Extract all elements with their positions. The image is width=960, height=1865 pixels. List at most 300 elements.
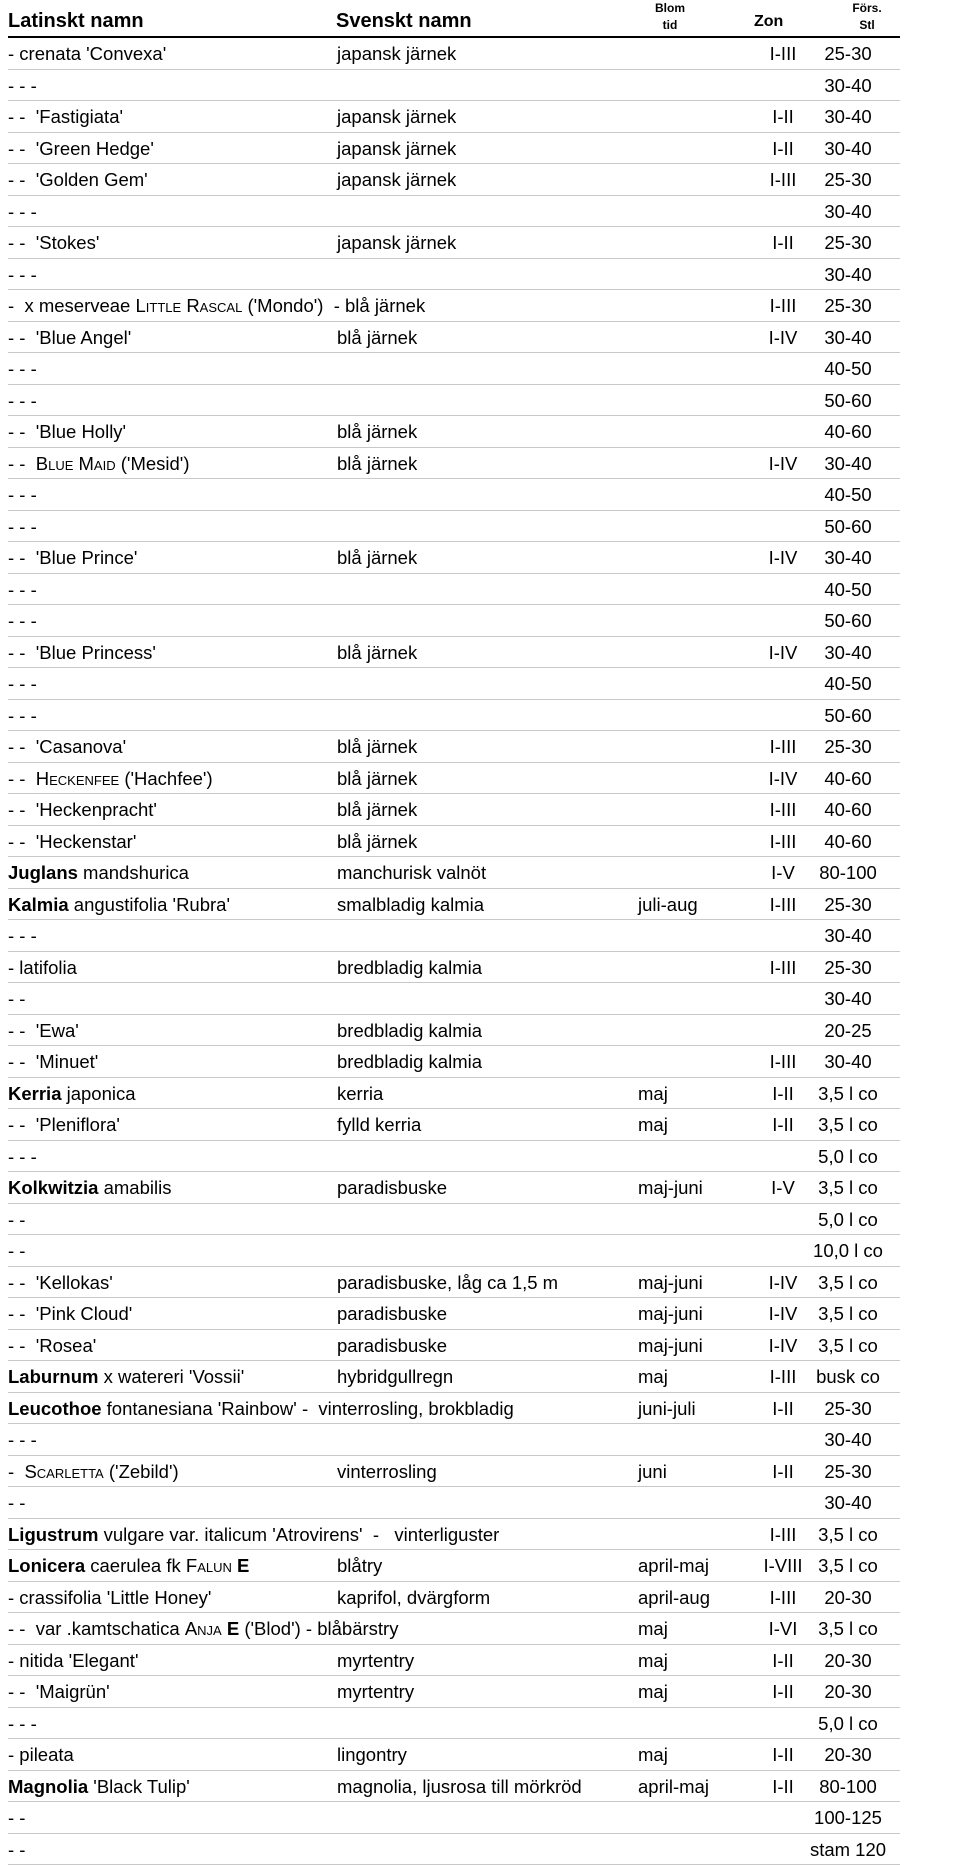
zone-cell: I-VI <box>720 1613 846 1644</box>
table-row <box>8 1802 900 1834</box>
zone-cell: I-III <box>720 794 846 825</box>
bloom-time-header-line2: tid <box>648 17 692 34</box>
table-row <box>8 1613 900 1645</box>
bloom-time-cell: juni-juli <box>638 1393 696 1424</box>
species-name: - - 'Rosea' <box>8 1335 96 1356</box>
latin-name-cell <box>8 542 137 573</box>
latin-name-cell <box>8 1141 37 1172</box>
size-cell: 30-40 <box>796 133 900 164</box>
cultivar-trade-name: Scarletta <box>24 1461 103 1482</box>
species-name: - latifolia <box>8 957 77 978</box>
latin-name-cell <box>8 227 99 258</box>
table-row <box>8 1172 900 1204</box>
latin-name-cell <box>8 700 37 731</box>
swedish-name-cell: manchurisk valnöt <box>337 857 486 888</box>
latin-name-cell <box>8 983 25 1014</box>
table-row <box>8 700 900 732</box>
size-cell: 20-30 <box>796 1582 900 1613</box>
table-row <box>8 1582 900 1614</box>
bloom-time-cell: maj <box>638 1361 668 1392</box>
bloom-time-cell: maj-juni <box>638 1298 703 1329</box>
species-name: - x meserveae <box>8 295 136 316</box>
species-name: japonica <box>61 1083 135 1104</box>
swedish-name-cell: paradisbuske, låg ca 1,5 m <box>337 1267 558 1298</box>
table-row <box>8 1078 900 1110</box>
table-row <box>8 1771 900 1803</box>
size-header-line2: Stl <box>844 17 890 34</box>
table-row <box>8 952 900 984</box>
genus-name: Ligustrum <box>8 1524 98 1545</box>
species-name: - - - <box>8 1146 37 1167</box>
size-cell: 3,5 l co <box>796 1613 900 1644</box>
table-row <box>8 1235 900 1267</box>
species-name: - pileata <box>8 1744 74 1765</box>
table-row <box>8 1046 900 1078</box>
size-cell: 25-30 <box>796 1456 900 1487</box>
zone-cell: I-V <box>720 1172 846 1203</box>
species-name: - - - <box>8 484 37 505</box>
table-row <box>8 70 900 102</box>
bloom-time-cell: maj <box>638 1676 668 1707</box>
latin-name-cell <box>8 511 37 542</box>
size-cell: 40-60 <box>796 794 900 825</box>
swedish-name-cell: blåtry <box>337 1550 382 1581</box>
size-cell: 20-30 <box>796 1676 900 1707</box>
zone-cell: I-II <box>720 133 846 164</box>
species-name: - - - <box>8 264 37 285</box>
table-row <box>8 668 900 700</box>
latin-name-cell <box>8 826 136 857</box>
latin-name-cell <box>8 763 213 794</box>
size-cell: 30-40 <box>796 322 900 353</box>
latin-name-cell <box>8 1834 25 1865</box>
bloom-time-cell: maj <box>638 1109 668 1140</box>
latin-name-cell <box>8 731 126 762</box>
species-name: - - var .kamtschatica <box>8 1618 185 1639</box>
species-name: - - 'Casanova' <box>8 736 126 757</box>
table-row <box>8 511 900 543</box>
table-row <box>8 1676 900 1708</box>
latin-name-cell <box>8 259 37 290</box>
species-name: - - 'Ewa' <box>8 1020 79 1041</box>
species-name: - - 'Pleniflora' <box>8 1114 120 1135</box>
size-cell: 5,0 l co <box>796 1708 900 1739</box>
species-name: - - - <box>8 673 37 694</box>
table-row <box>8 1361 900 1393</box>
latin-name-cell <box>8 637 156 668</box>
table-row <box>8 1834 900 1865</box>
zone-cell: I-VIII <box>720 1550 846 1581</box>
table-row <box>8 889 900 921</box>
species-name: - - - <box>8 390 37 411</box>
species-name: - - - <box>8 75 37 96</box>
size-cell: 3,5 l co <box>796 1109 900 1140</box>
species-name: - - 'Blue Holly' <box>8 421 126 442</box>
size-cell: busk co <box>796 1361 900 1392</box>
species-name: vulgare var. italicum 'Atrovirens' - vinterliguster <box>98 1524 499 1545</box>
swedish-name-cell: blå järnek <box>337 322 417 353</box>
species-name: fontanesiana 'Rainbow' - vinterrosling, brokbladig <box>102 1398 514 1419</box>
latin-name-cell <box>8 1172 171 1203</box>
latin-name-cell <box>8 38 166 69</box>
genus-name: Lonicera <box>8 1555 85 1576</box>
size-cell: 40-60 <box>796 826 900 857</box>
size-cell: 40-60 <box>796 763 900 794</box>
swedish-name-cell: blå järnek <box>337 763 417 794</box>
swedish-name-cell: blå järnek <box>337 794 417 825</box>
latin-name-cell <box>8 322 131 353</box>
latin-name-cell <box>8 1204 25 1235</box>
table-row <box>8 479 900 511</box>
size-cell: 30-40 <box>796 542 900 573</box>
cultivar-trade-name: Anja <box>185 1618 222 1639</box>
table-row <box>8 857 900 889</box>
species-name: - - 'Golden Gem' <box>8 169 148 190</box>
table-row <box>8 1424 900 1456</box>
latin-name-cell <box>8 1267 113 1298</box>
species-name: - - - <box>8 1429 37 1450</box>
latin-name-cell <box>8 416 126 447</box>
latin-name-cell <box>8 794 157 825</box>
zone-cell: I-III <box>720 1582 846 1613</box>
species-name: - - - <box>8 579 37 600</box>
swedish-name-cell: blå järnek <box>337 637 417 668</box>
table-row <box>8 826 900 858</box>
table-row <box>8 290 900 322</box>
zone-cell: I-II <box>720 1676 846 1707</box>
table-row <box>8 385 900 417</box>
zone-header: Zon <box>754 13 783 31</box>
zone-cell: I-III <box>720 826 846 857</box>
swedish-name-cell: smalbladig kalmia <box>337 889 484 920</box>
latin-name-cell <box>8 1708 37 1739</box>
zone-cell: I-III <box>720 290 846 321</box>
bloom-time-cell: maj <box>638 1645 668 1676</box>
size-cell: 30-40 <box>796 637 900 668</box>
size-header <box>844 0 890 34</box>
latin-name-cell <box>8 353 37 384</box>
swedish-name-cell: vinterrosling <box>337 1456 437 1487</box>
swedish-name-cell: myrtentry <box>337 1645 414 1676</box>
swedish-name-header: Svenskt namn <box>336 10 472 33</box>
table-row <box>8 1456 900 1488</box>
size-cell: 30-40 <box>796 196 900 227</box>
latin-name-cell <box>8 1298 132 1329</box>
zone-cell: I-III <box>720 1519 846 1550</box>
swedish-name-cell: paradisbuske <box>337 1172 447 1203</box>
table-row <box>8 1109 900 1141</box>
table-row <box>8 1645 900 1677</box>
table-row <box>8 763 900 795</box>
species-name: angustifolia 'Rubra' <box>69 894 230 915</box>
size-cell: 100-125 <box>796 1802 900 1833</box>
size-cell: 3,5 l co <box>796 1267 900 1298</box>
size-cell: 25-30 <box>796 290 900 321</box>
size-cell: 30-40 <box>796 1487 900 1518</box>
size-cell: 80-100 <box>796 857 900 888</box>
size-cell: 50-60 <box>796 511 900 542</box>
species-name: - - <box>8 1209 25 1230</box>
size-cell: 25-30 <box>796 38 900 69</box>
size-cell: 40-50 <box>796 668 900 699</box>
species-name: - - - <box>8 358 37 379</box>
zone-cell: I-II <box>720 1456 846 1487</box>
zone-cell: I-IV <box>720 637 846 668</box>
size-cell: 30-40 <box>796 448 900 479</box>
species-name: - - - <box>8 201 37 222</box>
swedish-name-cell: paradisbuske <box>337 1330 447 1361</box>
size-cell: 3,5 l co <box>796 1550 900 1581</box>
species-name: - - <box>8 1492 25 1513</box>
size-cell: 40-50 <box>796 574 900 605</box>
latin-name-header: Latinskt namn <box>8 10 144 33</box>
table-row <box>8 448 900 480</box>
table-row <box>8 1267 900 1299</box>
bloom-time-header-line1: Blom <box>648 0 692 17</box>
size-cell: 25-30 <box>796 889 900 920</box>
zone-cell: I-II <box>720 1771 846 1802</box>
zone-cell: I-II <box>720 1109 846 1140</box>
swedish-name-cell: bredbladig kalmia <box>337 952 482 983</box>
latin-name-cell <box>8 1109 120 1140</box>
zone-cell: I-III <box>720 1046 846 1077</box>
table-row <box>8 1487 900 1519</box>
size-cell: 40-60 <box>796 416 900 447</box>
species-name: - - <box>8 1240 25 1261</box>
size-cell: 20-25 <box>796 1015 900 1046</box>
genus-name: Leucothoe <box>8 1398 102 1419</box>
genus-name: Kalmia <box>8 894 69 915</box>
swedish-name-cell: japansk järnek <box>337 38 456 69</box>
table-row <box>8 1739 900 1771</box>
table-row <box>8 196 900 228</box>
size-cell: 30-40 <box>796 101 900 132</box>
latin-name-cell <box>8 1046 98 1077</box>
cultivar-name-suffix: ('Blod') - blåbärstry <box>239 1618 398 1639</box>
latin-name-cell <box>8 164 148 195</box>
zone-cell: I-II <box>720 227 846 258</box>
table-row <box>8 542 900 574</box>
bloom-time-cell: maj <box>638 1078 668 1109</box>
latin-name-cell <box>8 1645 138 1676</box>
latin-name-cell <box>8 1330 96 1361</box>
size-cell: 3,5 l co <box>796 1519 900 1550</box>
size-cell: 30-40 <box>796 983 900 1014</box>
swedish-name-cell: myrtentry <box>337 1676 414 1707</box>
latin-name-cell <box>8 70 37 101</box>
zone-cell: I-II <box>720 1393 846 1424</box>
bloom-time-cell: maj-juni <box>638 1330 703 1361</box>
size-cell: 30-40 <box>796 920 900 951</box>
latin-name-cell <box>8 385 37 416</box>
zone-cell: I-III <box>720 164 846 195</box>
swedish-name-cell: japansk järnek <box>337 227 456 258</box>
zone-cell: I-III <box>720 38 846 69</box>
latin-name-cell <box>8 1613 398 1644</box>
size-cell: 25-30 <box>796 164 900 195</box>
cultivar-trade-name: Heckenfee <box>36 768 119 789</box>
bloom-time-cell: juli-aug <box>638 889 698 920</box>
table-row <box>8 1204 900 1236</box>
size-cell: 50-60 <box>796 605 900 636</box>
zone-cell: I-IV <box>720 322 846 353</box>
size-cell: 30-40 <box>796 259 900 290</box>
zone-cell: I-II <box>720 1739 846 1770</box>
latin-name-cell <box>8 101 123 132</box>
zone-cell: I-III <box>720 731 846 762</box>
species-name: - - 'Minuet' <box>8 1051 98 1072</box>
plant-table-body <box>8 38 900 1865</box>
zone-cell: I-III <box>720 1361 846 1392</box>
size-cell: stam 120 <box>796 1834 900 1865</box>
latin-name-cell <box>8 196 37 227</box>
swedish-name-cell: blå järnek <box>337 731 417 762</box>
species-name: - - 'Maigrün' <box>8 1681 110 1702</box>
latin-name-cell <box>8 952 77 983</box>
size-cell: 30-40 <box>796 1424 900 1455</box>
latin-name-cell <box>8 1582 211 1613</box>
swedish-name-cell: paradisbuske <box>337 1298 447 1329</box>
swedish-name-cell: japansk järnek <box>337 101 456 132</box>
zone-cell: I-IV <box>720 1298 846 1329</box>
swedish-name-cell: japansk järnek <box>337 164 456 195</box>
bloom-time-cell: maj <box>638 1739 668 1770</box>
zone-cell: I-III <box>720 889 846 920</box>
species-name: - - 'Kellokas' <box>8 1272 113 1293</box>
zone-cell: I-III <box>720 952 846 983</box>
species-name: - - 'Heckenpracht' <box>8 799 157 820</box>
latin-name-cell <box>8 1771 190 1802</box>
species-name: caerulea fk <box>85 1555 186 1576</box>
latin-name-cell <box>8 1456 179 1487</box>
genus-name: Laburnum <box>8 1366 98 1387</box>
size-cell: 40-50 <box>796 353 900 384</box>
bloom-time-cell: april-maj <box>638 1771 709 1802</box>
swedish-name-cell: blå järnek <box>337 416 417 447</box>
table-row <box>8 101 900 133</box>
swedish-name-cell: hybridgullregn <box>337 1361 453 1392</box>
size-header-line1: Förs. <box>844 0 890 17</box>
cultivar-trade-name: Blue Maid <box>36 453 116 474</box>
table-row <box>8 1519 900 1551</box>
species-name: 'Black Tulip' <box>88 1776 190 1797</box>
latin-name-cell <box>8 1235 25 1266</box>
size-cell: 25-30 <box>796 952 900 983</box>
size-cell: 20-30 <box>796 1645 900 1676</box>
table-row <box>8 637 900 669</box>
size-cell: 50-60 <box>796 700 900 731</box>
series-mark: E <box>237 1555 249 1576</box>
size-cell: 25-30 <box>796 1393 900 1424</box>
swedish-name-cell: magnolia, ljusrosa till mörkröd <box>337 1771 582 1802</box>
zone-cell: I-II <box>720 1645 846 1676</box>
size-cell: 3,5 l co <box>796 1078 900 1109</box>
swedish-name-cell: lingontry <box>337 1739 407 1770</box>
species-name: - - 'Stokes' <box>8 232 99 253</box>
size-cell: 3,5 l co <box>796 1330 900 1361</box>
bloom-time-header <box>648 0 692 34</box>
zone-cell: I-V <box>720 857 846 888</box>
size-cell: 20-30 <box>796 1739 900 1770</box>
swedish-name-cell: bredbladig kalmia <box>337 1015 482 1046</box>
latin-name-cell <box>8 605 37 636</box>
species-name: - - - <box>8 1713 37 1734</box>
latin-name-cell <box>8 1519 499 1550</box>
size-cell: 10,0 l co <box>796 1235 900 1266</box>
table-row <box>8 1298 900 1330</box>
table-row <box>8 983 900 1015</box>
latin-name-cell <box>8 1487 25 1518</box>
table-row <box>8 1330 900 1362</box>
latin-name-cell <box>8 1424 37 1455</box>
latin-name-cell <box>8 668 37 699</box>
swedish-name-cell: blå järnek <box>337 826 417 857</box>
table-row <box>8 1141 900 1173</box>
swedish-name-cell: bredbladig kalmia <box>337 1046 482 1077</box>
bloom-time-cell: april-maj <box>638 1550 709 1581</box>
zone-cell: I-IV <box>720 1330 846 1361</box>
cultivar-name: ('Mondo') - blå järnek <box>242 295 425 316</box>
table-row <box>8 227 900 259</box>
species-name: mandshurica <box>78 862 189 883</box>
species-name: - nitida 'Elegant' <box>8 1650 138 1671</box>
table-row <box>8 322 900 354</box>
latin-name-cell <box>8 1015 79 1046</box>
table-row <box>8 416 900 448</box>
species-name: - - <box>8 1839 25 1860</box>
bloom-time-cell: maj-juni <box>638 1267 703 1298</box>
table-row <box>8 164 900 196</box>
latin-name-cell <box>8 479 37 510</box>
zone-cell: I-II <box>720 101 846 132</box>
cultivar-name: ('Zebild') <box>104 1461 179 1482</box>
bloom-time-cell: maj-juni <box>638 1172 703 1203</box>
table-row <box>8 133 900 165</box>
table-row <box>8 574 900 606</box>
latin-name-cell <box>8 1361 244 1392</box>
cultivar-name: ('Mesid') <box>116 453 190 474</box>
swedish-name-cell: japansk järnek <box>337 133 456 164</box>
species-name: - - 'Fastigiata' <box>8 106 123 127</box>
latin-name-cell <box>8 1739 74 1770</box>
table-row <box>8 259 900 291</box>
species-name: - - 'Green Hedge' <box>8 138 154 159</box>
genus-name: Magnolia <box>8 1776 88 1797</box>
latin-name-cell <box>8 574 37 605</box>
latin-name-cell <box>8 133 154 164</box>
species-name: - - <box>8 1807 25 1828</box>
species-name: - - - <box>8 516 37 537</box>
size-cell: 3,5 l co <box>796 1298 900 1329</box>
table-row <box>8 1550 900 1582</box>
latin-name-cell <box>8 1393 514 1424</box>
species-name: - - <box>8 453 36 474</box>
cultivar-name: ('Hachfee') <box>119 768 212 789</box>
species-name: - <box>8 1461 24 1482</box>
genus-name: Kerria <box>8 1083 61 1104</box>
latin-name-cell <box>8 448 189 479</box>
size-cell: 3,5 l co <box>796 1172 900 1203</box>
size-cell: 40-50 <box>796 479 900 510</box>
swedish-name-cell: blå järnek <box>337 542 417 573</box>
table-row <box>8 605 900 637</box>
species-name: - - - <box>8 705 37 726</box>
size-cell: 30-40 <box>796 70 900 101</box>
zone-cell: I-IV <box>720 448 846 479</box>
table-row <box>8 38 900 70</box>
latin-name-cell <box>8 290 425 321</box>
zone-cell: I-II <box>720 1078 846 1109</box>
